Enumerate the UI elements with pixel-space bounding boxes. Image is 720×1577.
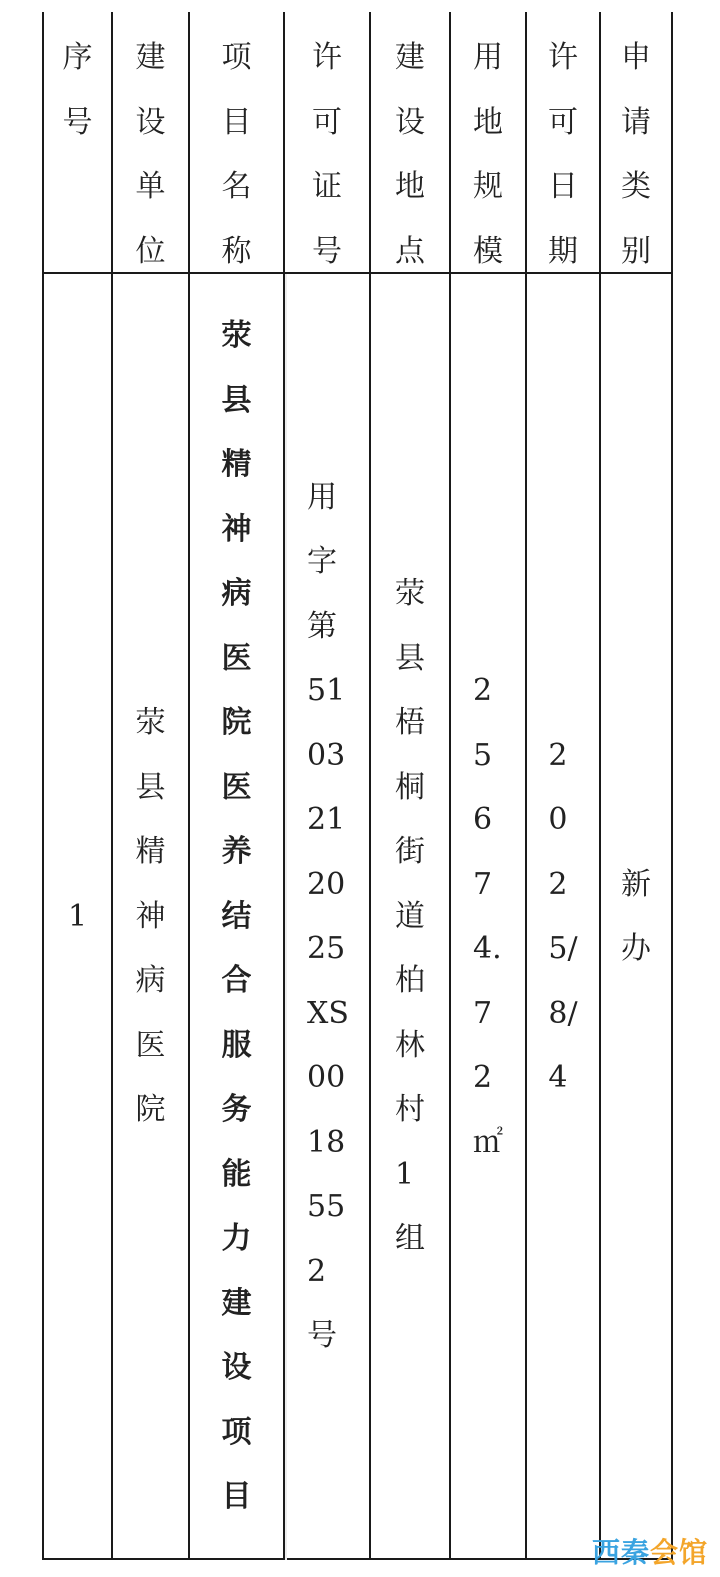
cell-seq-value <box>68 885 87 950</box>
text-char: 模 <box>473 233 503 269</box>
text-char: 养 <box>221 834 252 870</box>
text-char: 合 <box>221 963 252 999</box>
header-location-label <box>395 26 425 282</box>
cell-builder <box>113 274 188 1560</box>
header-builder <box>113 26 188 282</box>
text-char: 新 <box>621 866 651 902</box>
cell-project-value <box>222 304 252 1530</box>
header-land-scale <box>451 26 525 282</box>
cell-apply-type-value <box>621 853 651 982</box>
header-permit-no <box>285 26 369 282</box>
text-char: 请 <box>621 104 651 140</box>
text-char: 设 <box>135 104 166 140</box>
watermark-part1: 西秦 <box>591 1536 650 1569</box>
text-char: 医 <box>221 640 252 676</box>
text-char: 2 <box>473 1060 493 1095</box>
cell-project <box>190 274 283 1560</box>
text-char: 用 <box>473 40 503 75</box>
text-char: 柏 <box>395 963 425 999</box>
text-char: 申 <box>621 40 651 75</box>
text-char: 项 <box>221 1414 252 1450</box>
text-char: 2 <box>548 737 568 773</box>
text-char: 1 <box>395 1156 415 1192</box>
text-char: 院 <box>135 1092 166 1128</box>
text-char: 服 <box>221 1027 252 1063</box>
header-permit-date-label <box>548 26 578 282</box>
header-location <box>371 26 449 282</box>
text-char: 县 <box>135 769 166 805</box>
text-char: 精 <box>221 447 252 483</box>
text-char: 许 <box>548 40 578 75</box>
text-char: ㎡ <box>473 1124 503 1160</box>
text-char: 序 <box>62 40 93 75</box>
text-char: 神 <box>221 511 252 547</box>
cell-permit-date <box>527 274 599 1560</box>
text-char: 务 <box>221 1092 252 1128</box>
text-char: 18 <box>307 1124 346 1160</box>
text-char: 1 <box>67 898 88 934</box>
cell-land-scale-value <box>473 659 503 1175</box>
header-land-scale-label <box>473 26 503 282</box>
text-char: 类 <box>621 169 651 204</box>
text-char: 院 <box>221 705 252 741</box>
text-char: 神 <box>135 898 166 934</box>
text-char: 街 <box>395 834 425 870</box>
text-char: 别 <box>621 233 651 269</box>
text-char: 2 <box>548 866 568 902</box>
text-char: 规 <box>473 169 503 204</box>
text-char: 梧 <box>395 705 425 741</box>
header-apply-type-label <box>621 26 651 282</box>
cell-permit-date-value <box>548 724 577 1111</box>
permit-table <box>42 12 673 1560</box>
text-char: 证 <box>312 169 342 204</box>
watermark-part2: 会馆 <box>649 1536 708 1569</box>
text-char: 医 <box>221 769 252 805</box>
text-char: 县 <box>221 382 252 418</box>
text-char: 设 <box>395 104 425 140</box>
header-builder-label <box>136 26 166 282</box>
text-char: 林 <box>395 1027 425 1063</box>
text-char: 0 <box>548 802 568 837</box>
text-char: 可 <box>548 104 578 140</box>
watermark-logo <box>592 1531 708 1571</box>
cell-seq <box>44 274 111 1560</box>
cell-builder-value <box>136 691 166 1143</box>
text-char: 名 <box>221 169 252 204</box>
text-char: 第 <box>307 608 338 644</box>
text-char: 县 <box>395 640 425 676</box>
cell-permit-no-value <box>307 466 349 1369</box>
text-char: 地 <box>395 169 425 204</box>
text-char: 项 <box>221 40 252 75</box>
text-char: 荥 <box>135 705 166 741</box>
text-char: 村 <box>395 1092 425 1128</box>
text-char: 8/ <box>548 995 578 1031</box>
text-char: 荥 <box>395 576 425 612</box>
text-char: 25 <box>307 931 346 966</box>
text-char: 许 <box>312 40 342 75</box>
text-char: 7 <box>473 866 493 902</box>
text-char: 51 <box>307 673 346 708</box>
text-char: XS <box>307 995 349 1031</box>
text-char: 字 <box>307 544 338 579</box>
text-char: 目 <box>221 1479 252 1515</box>
text-char: 建 <box>135 40 166 75</box>
text-char: 2 <box>473 673 493 708</box>
text-char: 7 <box>473 995 493 1031</box>
text-char: 能 <box>221 1156 252 1192</box>
text-char: 精 <box>135 834 166 870</box>
cell-permit-no <box>287 274 369 1560</box>
text-char: 结 <box>221 898 252 934</box>
text-char: 00 <box>307 1060 346 1095</box>
text-char: 4. <box>473 931 502 966</box>
text-char: 桐 <box>395 769 425 805</box>
text-char: 55 <box>307 1189 346 1224</box>
text-char: 建 <box>395 40 425 75</box>
text-char: 2 <box>307 1253 327 1289</box>
header-project-label <box>222 26 252 282</box>
header-apply-type <box>601 26 671 282</box>
cell-land-scale <box>451 274 525 1560</box>
header-seq-label <box>63 26 93 282</box>
text-char: 病 <box>135 963 166 999</box>
cell-location <box>371 274 449 1560</box>
text-char: 5/ <box>548 931 578 966</box>
text-char: 可 <box>312 104 342 140</box>
text-char: 力 <box>221 1221 252 1257</box>
text-char: 办 <box>621 931 651 966</box>
text-char: 建 <box>221 1285 252 1321</box>
text-char: 设 <box>221 1350 252 1386</box>
text-char: 道 <box>395 898 425 934</box>
text-char: 荥 <box>221 318 252 354</box>
text-char: 地 <box>473 104 503 140</box>
header-permit-no-label <box>312 26 342 282</box>
text-char: 点 <box>395 233 425 269</box>
header-project <box>190 26 283 282</box>
text-char: 位 <box>135 233 166 269</box>
text-char: 日 <box>548 169 578 204</box>
text-char: 号 <box>312 233 342 269</box>
text-char: 20 <box>307 866 346 902</box>
text-char: 目 <box>221 104 252 140</box>
text-char: 号 <box>307 1318 338 1353</box>
cell-location-value <box>395 562 425 1272</box>
text-char: 单 <box>135 169 166 204</box>
grid-line <box>671 12 673 1560</box>
text-char: 5 <box>473 737 493 773</box>
text-char: 4 <box>548 1060 568 1095</box>
text-char: 03 <box>307 737 346 773</box>
header-permit-date <box>527 26 599 282</box>
text-char: 21 <box>307 802 346 837</box>
header-seq <box>44 26 111 282</box>
text-char: 组 <box>395 1221 425 1257</box>
text-char: 期 <box>548 233 578 269</box>
text-char: 医 <box>135 1027 166 1063</box>
text-char: 称 <box>221 233 252 269</box>
text-char: 病 <box>221 576 252 612</box>
text-char: 用 <box>307 479 338 515</box>
text-char: 号 <box>62 104 93 140</box>
text-char: 6 <box>473 802 493 837</box>
cell-apply-type <box>601 274 671 1560</box>
